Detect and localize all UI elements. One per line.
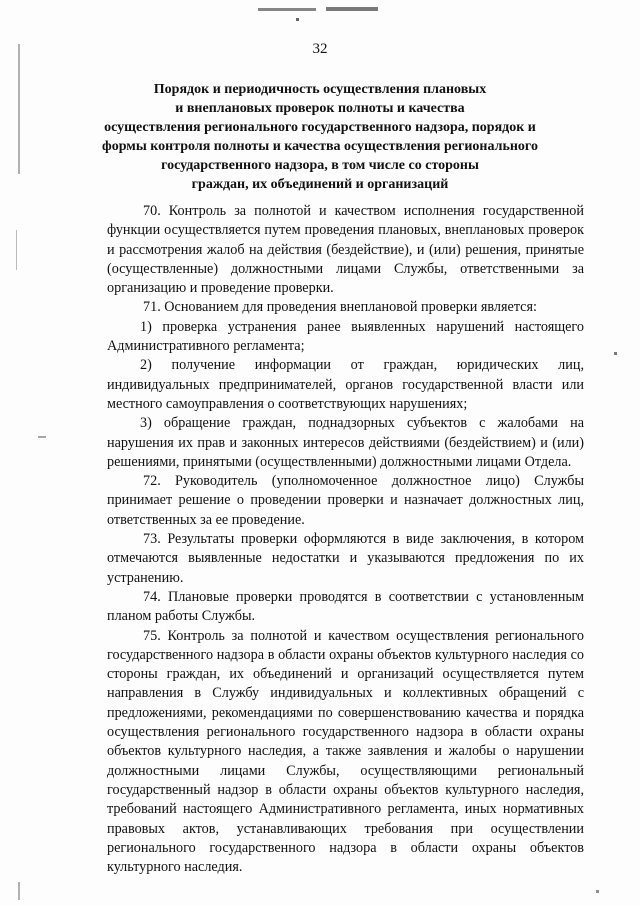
scan-artifact [38,436,46,438]
page-number: 32 [312,41,328,57]
scan-artifact [18,44,20,174]
heading-line: государственного надзора, в том числе со стороны [161,158,479,173]
heading-line: Порядок и периодичность осуществления плановых [153,82,487,97]
scan-artifact [16,230,17,270]
scan-artifact [296,18,299,21]
scan-artifact [258,8,316,11]
heading-line: и внеплановых проверок полноты и качества [175,101,465,116]
heading-line: осуществления регионального государственного надзора, порядок и [104,120,536,135]
list-item-3: 3) обращение граждан, поднадзорных субъектов с жалобами на нарушения их прав и законных интересов действиями (бездействием) и (или) решениями, принятыми (осуществленными) должностными лицами Отдела. [107,415,584,470]
paragraph-71: 71. Основанием для проведения внеплановой проверки является: [143,299,537,316]
paragraph-75: 75. Контроль за полнотой и качеством осуществления регионального государственного надзора в области охраны объектов культурного наследия со стороны граждан, их объединений и организаций осуществляется путем направления в Службу индивидуальных и коллективных обращений с предложениями, рекомендациями по совершенствованию качества и порядка осуществления регионального государственного надзора в области охраны объектов культурного наследия, а также заявления и жалобы о нарушении должностными лицами Службы, осуществляющими региональный государственный надзор в области охраны объектов культурного наследия, требований настоящего Административного регламента, иных нормативных правовых актов, устанавливающих требования при осуществлении регионального государственного надзора в области охраны объектов культурного наследия. [107,627,584,876]
heading-line: формы контроля полноты и качества осуществления регионального [102,139,538,154]
paragraph-72: 72. Руководитель (уполномоченное должностное лицо) Службы принимает решение о проведении проверки и назначает должностных лиц, ответственных за ее проведение. [107,473,584,528]
heading-line: граждан, их объединений и организаций [191,177,449,192]
scan-artifact [326,7,378,11]
body-text [107,202,584,877]
scan-artifact [614,352,617,355]
list-item-1: 1) проверка устранения ранее выявленных нарушений настоящего Административного регламента; [107,318,584,355]
paragraph-70: 70. Контроль за полнотой и качеством исполнения государственной функции осуществляется путем проведения плановых, внеплановых проверок и рассмотрения жалоб на действия (бездействие), и (или) решения, принятые (осуществленные) должностными лицами Службы, ответственными за организацию и проведение проверки. [107,203,584,297]
scan-artifact [18,882,20,900]
list-item-2: 2) получение информации от граждан, юридических лиц, индивидуальных предпринимателей, органов государственной власти или местного самоуправления о соответствующих нарушениях; [107,357,584,412]
paragraph-73: 73. Результаты проверки оформляются в виде заключения, в котором отмечаются выявленные недостатки и указываются предложения по их устранению. [107,531,584,586]
section-heading [100,80,540,194]
paragraph-74: 74. Плановые проверки проводятся в соответствии с установленным планом работы Службы. [107,588,584,625]
scan-artifact [596,890,599,893]
